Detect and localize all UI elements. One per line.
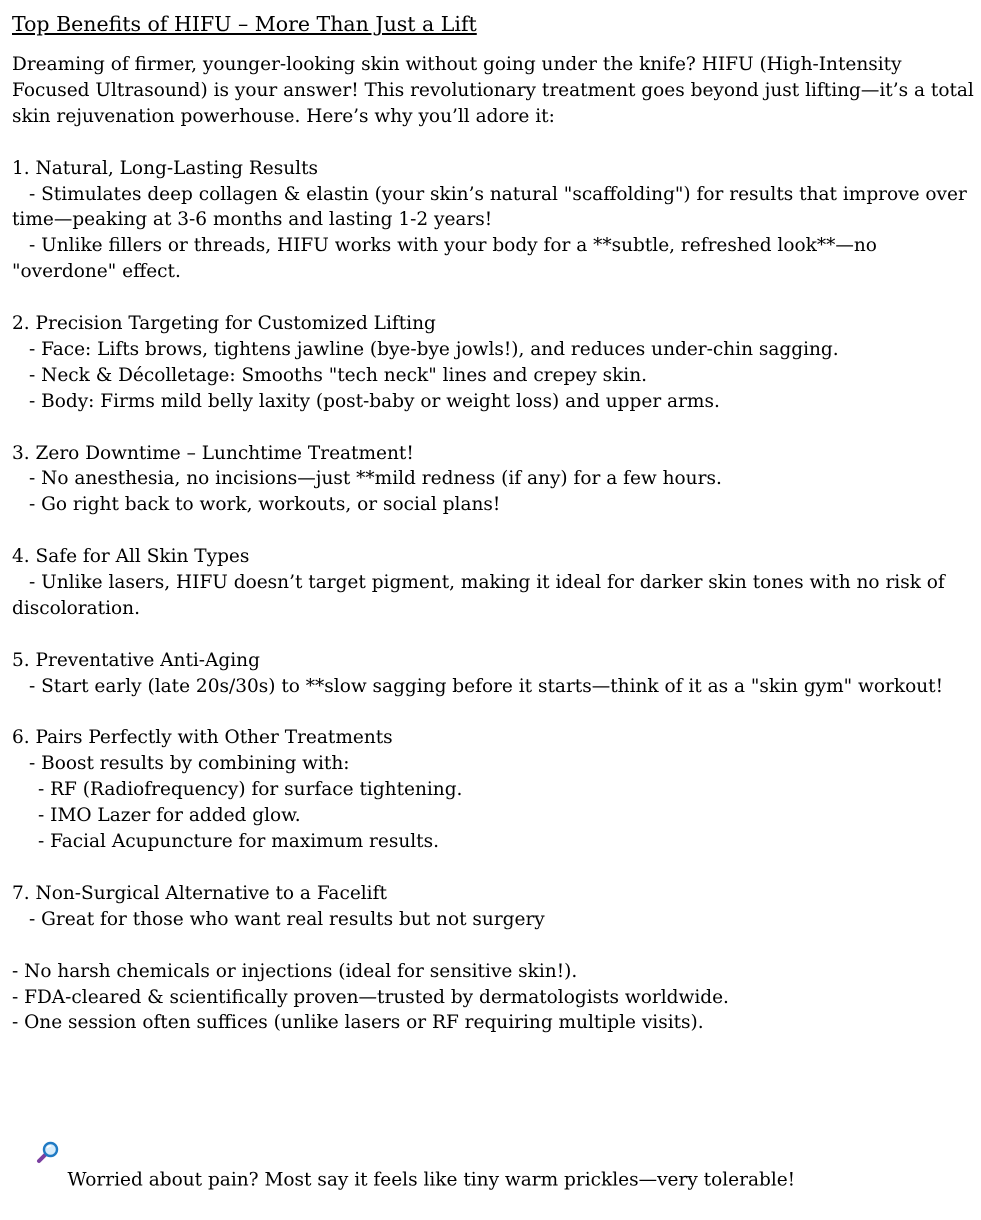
section-line: - Stimulates deep collagen & elastin (your skin’s natural "scaffolding") for results that improve over <box>29 183 967 205</box>
closing-note <box>12 1062 974 1219</box>
benefit-section-6 <box>12 725 974 855</box>
extra-bullet: - FDA-cleared & scientifically proven—trusted by dermatologists worldwide. <box>12 986 729 1008</box>
section-subline: - IMO Lazer for added glow. <box>38 805 301 827</box>
section-line: - Boost results by combining with: <box>29 753 350 775</box>
section-line: - Unlike fillers or threads, HIFU works with your body for a **subtle, refreshed look**—no <box>29 235 877 257</box>
section-heading: 3. Zero Downtime – Lunchtime Treatment! <box>12 442 414 464</box>
section-subline: - Facial Acupuncture for maximum results. <box>38 831 439 853</box>
section-line: - Neck & Décolletage: Smooths "tech neck" lines and crepey skin. <box>29 364 648 386</box>
benefit-section-7 <box>12 881 974 933</box>
section-line: - Body: Firms mild belly laxity (post-baby or weight loss) and upper arms. <box>29 390 720 412</box>
benefit-section-4 <box>12 544 974 622</box>
section-line: - No anesthesia, no incisions—just **mild redness (if any) for a few hours. <box>29 468 722 490</box>
intro-line: Focused Ultrasound) is your answer! This revolutionary treatment goes beyond just lifting—it’s a total <box>12 79 974 101</box>
intro-line: skin rejuvenation powerhouse. Here’s why you’ll adore it: <box>12 105 555 127</box>
magnifying-glass-icon <box>36 1088 60 1112</box>
extra-bullet: - No harsh chemicals or injections (ideal for sensitive skin!). <box>12 960 578 982</box>
spacer <box>12 855 974 881</box>
section-line: "overdone" effect. <box>12 261 181 283</box>
document-body <box>12 10 974 1220</box>
benefit-section-5 <box>12 648 974 700</box>
section-line: discoloration. <box>12 597 140 619</box>
spacer <box>12 415 974 441</box>
section-subline: - RF (Radiofrequency) for surface tightening. <box>38 779 463 801</box>
intro-paragraph <box>12 52 974 130</box>
section-heading: 1. Natural, Long-Lasting Results <box>12 157 319 179</box>
section-heading: 6. Pairs Perfectly with Other Treatments <box>12 727 393 749</box>
section-heading: 5. Preventative Anti-Aging <box>12 649 260 671</box>
spacer <box>12 700 974 726</box>
section-heading: 4. Safe for All Skin Types <box>12 546 250 568</box>
spacer <box>12 1036 974 1062</box>
intro-line: Dreaming of firmer, younger-looking skin without going under the knife? HIFU (High-Intensity <box>12 54 902 75</box>
section-heading: 2. Precision Targeting for Customized Lifting <box>12 313 436 335</box>
section-line: - Great for those who want real results but not surgery <box>29 908 545 930</box>
spacer <box>12 285 974 311</box>
benefit-section-1 <box>12 156 974 286</box>
extra-bullet: - One session often suffices (unlike lasers or RF requiring multiple visits). <box>12 1012 704 1034</box>
extra-bullet-list <box>12 959 974 1037</box>
document-title: Top Benefits of HIFU – More Than Just a Lift <box>12 12 477 36</box>
section-line: time—peaking at 3-6 months and lasting 1-2 years! <box>12 209 493 231</box>
section-line: - Go right back to work, workouts, or social plans! <box>29 494 501 516</box>
section-line: - Unlike lasers, HIFU doesn’t target pigment, making it ideal for darker skin tones with no risk of <box>29 572 945 594</box>
benefit-section-2 <box>12 311 974 415</box>
spacer <box>12 933 974 959</box>
section-line: - Start early (late 20s/30s) to **slow sagging before it starts—think of it as a "skin gym" workout! <box>29 675 943 697</box>
spacer <box>12 622 974 648</box>
section-heading: 7. Non-Surgical Alternative to a Facelift <box>12 882 387 904</box>
spacer <box>12 518 974 544</box>
benefit-section-3 <box>12 441 974 519</box>
closing-text: Worried about pain? Most say it feels like tiny warm prickles—very tolerable! <box>67 1169 796 1191</box>
spacer <box>12 130 974 156</box>
section-line: - Face: Lifts brows, tightens jawline (bye-bye jowls!), and reduces under-chin sagging. <box>29 338 839 360</box>
